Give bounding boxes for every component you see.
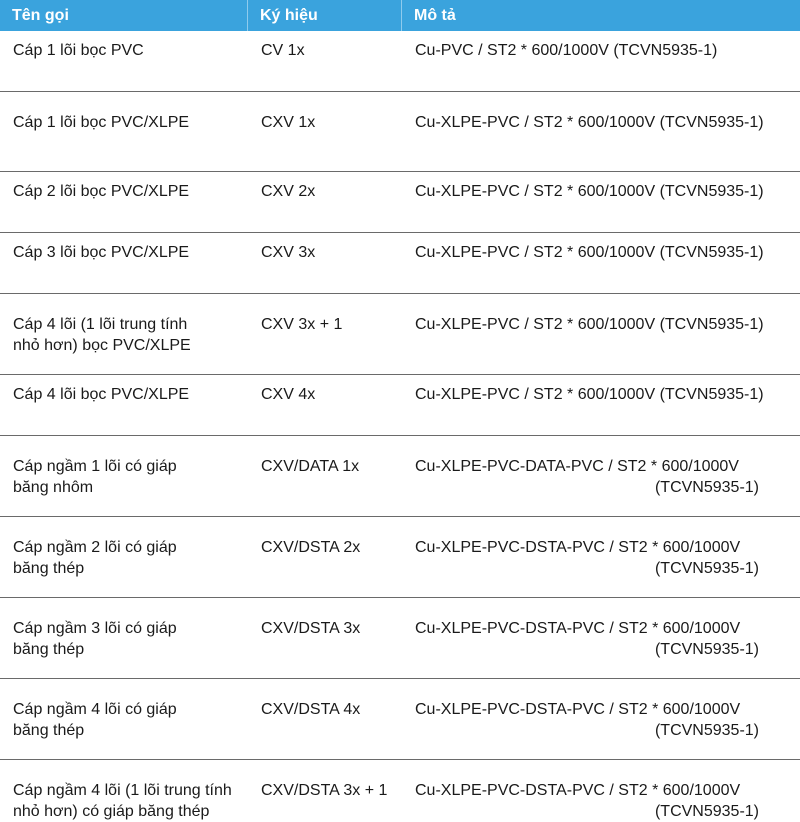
cell-description-line2: (TCVN5935-1) [654, 803, 759, 820]
cell-description [402, 699, 800, 759]
cell-description-line2: (TCVN5935-1) [654, 560, 759, 577]
cell-description-line1: Cu-XLPE-PVC-DSTA-PVC / ST2 * 600/1000V [415, 782, 741, 799]
cell-description: Cu-XLPE-PVC / ST2 * 600/1000V (TCVN5935-1) [415, 183, 764, 200]
cell-name [0, 699, 248, 759]
cell-name-line1: Cáp ngầm 4 lõi có giáp [13, 701, 177, 718]
cell-name [0, 537, 248, 597]
cell-symbol: CXV/DSTA 4x [261, 701, 361, 718]
table-row [0, 760, 800, 820]
cell-name [0, 314, 248, 374]
cell-description [402, 780, 800, 820]
cell-symbol: CV 1x [261, 42, 305, 59]
cell-symbol: CXV/DATA 1x [261, 458, 360, 475]
cell-description-line2: (TCVN5935-1) [654, 722, 759, 739]
cell-description: Cu-XLPE-PVC / ST2 * 600/1000V (TCVN5935-1) [415, 316, 764, 333]
header-description: Mô tả [414, 6, 456, 24]
header-name: Tên gọi [0, 0, 248, 31]
table-row [0, 172, 800, 233]
cell-description-line1: Cu-XLPE-PVC-DSTA-PVC / ST2 * 600/1000V [415, 701, 741, 718]
cell-name: Cáp 1 lõi bọc PVC [13, 42, 144, 59]
cell-description: Cu-XLPE-PVC / ST2 * 600/1000V (TCVN5935-1) [415, 244, 764, 261]
cell-name-line2: nhỏ hơn) bọc PVC/XLPE [13, 337, 191, 354]
cell-description-line1: Cu-XLPE-PVC-DATA-PVC / ST2 * 600/1000V [415, 458, 739, 475]
cell-description [402, 618, 800, 678]
cell-description-line1: Cu-XLPE-PVC-DSTA-PVC / ST2 * 600/1000V [415, 539, 741, 556]
cell-symbol: CXV 4x [261, 386, 316, 403]
cell-name-line1: Cáp 4 lõi (1 lõi trung tính [13, 316, 188, 333]
cell-description: Cu-PVC / ST2 * 600/1000V (TCVN5935-1) [415, 42, 718, 59]
table-row [0, 375, 800, 436]
cell-name: Cáp 3 lõi bọc PVC/XLPE [13, 244, 190, 261]
cell-symbol: CXV 2x [261, 183, 316, 200]
cell-name-line1: Cáp ngầm 2 lõi có giáp [13, 539, 177, 556]
cell-name-line1: Cáp ngầm 4 lõi (1 lõi trung tính [13, 782, 232, 799]
cell-name [0, 618, 248, 678]
cell-name-line2: băng thép [13, 560, 85, 577]
cell-symbol: CXV/DSTA 2x [261, 539, 361, 556]
cell-name [0, 456, 248, 516]
cell-description-line2: (TCVN5935-1) [654, 479, 759, 496]
cell-name-line2: băng thép [13, 722, 85, 739]
cell-name: Cáp 2 lõi bọc PVC/XLPE [13, 183, 190, 200]
table-row [0, 92, 800, 172]
cell-description: Cu-XLPE-PVC / ST2 * 600/1000V (TCVN5935-1) [415, 114, 764, 131]
header-symbol: Ký hiệu [248, 0, 402, 31]
table-row [0, 436, 800, 517]
cell-symbol: CXV 1x [261, 114, 316, 131]
cell-name-line2: nhỏ hơn) có giáp băng thép [13, 803, 210, 820]
cell-name-line1: Cáp ngầm 3 lõi có giáp [13, 620, 177, 637]
cell-symbol: CXV 3x [261, 244, 316, 261]
cell-name-line2: băng nhôm [13, 479, 94, 496]
table-row [0, 679, 800, 760]
table-header [0, 0, 800, 31]
cell-name-line2: băng thép [13, 641, 85, 658]
cell-name: Cáp 1 lõi bọc PVC/XLPE [13, 114, 190, 131]
table-row [0, 598, 800, 679]
cell-description [402, 537, 800, 597]
cell-description-line1: Cu-XLPE-PVC-DSTA-PVC / ST2 * 600/1000V [415, 620, 741, 637]
cell-description-line2: (TCVN5935-1) [654, 641, 759, 658]
cell-description [402, 456, 800, 516]
table-row [0, 31, 800, 92]
cell-symbol: CXV/DSTA 3x + 1 [261, 782, 388, 799]
table-row [0, 517, 800, 598]
cell-name-line1: Cáp ngầm 1 lõi có giáp [13, 458, 177, 475]
cell-name: Cáp 4 lõi bọc PVC/XLPE [13, 386, 190, 403]
cell-symbol: CXV 3x + 1 [261, 316, 343, 333]
cell-symbol: CXV/DSTA 3x [261, 620, 361, 637]
cell-name [0, 780, 248, 820]
table-row [0, 294, 800, 375]
cell-description: Cu-XLPE-PVC / ST2 * 600/1000V (TCVN5935-1) [415, 386, 764, 403]
table-row [0, 233, 800, 294]
